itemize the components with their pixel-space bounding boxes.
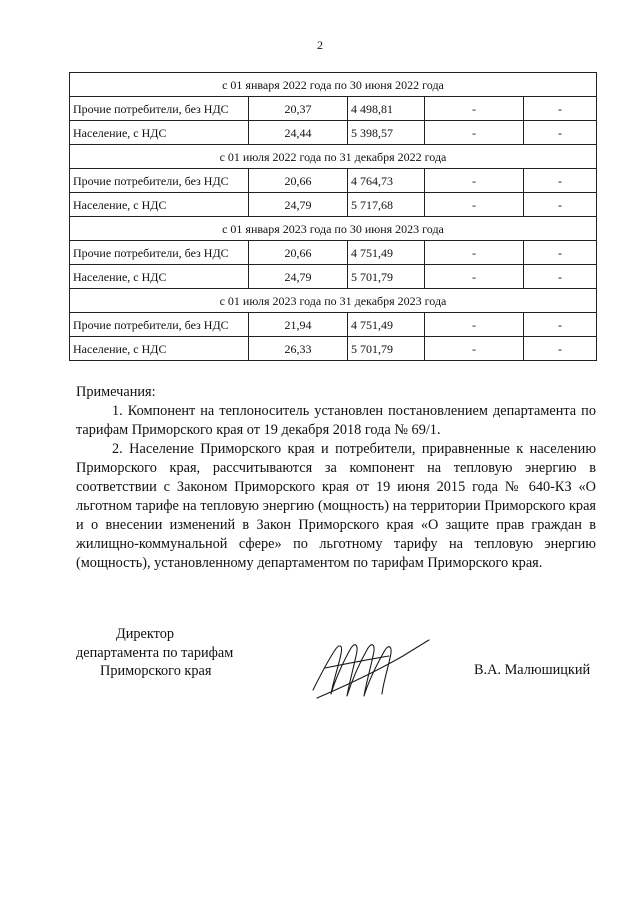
note-item: 2. Население Приморского края и потребители, приравненные к населению Приморского края, рассчитываются за компонент на тепловую энергию в соответствии с Законом Приморского края от 19 июня 2015 года № 640-КЗ «О льготном тарифе на тепловую энергию (мощность) на территории Приморского края и о внесении изменений в Закон Приморского края «О защите прав граждан в жилищно-коммунальной сфере» по льготному тарифу на тепловую энергию (мощность), установленному департаментом по тарифам Приморского края.	[76, 441, 596, 571]
tariff-value: 5 701,79	[348, 337, 425, 361]
consumer-label: Прочие потребители, без НДС	[70, 97, 249, 121]
consumer-label: Прочие потребители, без НДС	[70, 313, 249, 337]
tariff-value: -	[524, 97, 597, 121]
tariff-value: -	[425, 241, 524, 265]
tariff-value: -	[425, 193, 524, 217]
tariff-value: -	[524, 241, 597, 265]
tariff-value: -	[524, 337, 597, 361]
period-header: с 01 января 2023 года по 30 июня 2023 года	[70, 217, 597, 241]
consumer-label: Население, с НДС	[70, 121, 249, 145]
notes-title: Примечания:	[76, 384, 156, 400]
tariff-value: -	[524, 265, 597, 289]
period-row	[70, 217, 597, 241]
tariff-value: -	[524, 313, 597, 337]
tariff-value: -	[425, 313, 524, 337]
consumer-label: Население, с НДС	[70, 265, 249, 289]
tariff-value: 26,33	[249, 337, 348, 361]
tariff-value: 5 398,57	[348, 121, 425, 145]
tariff-value: -	[524, 169, 597, 193]
table-row	[70, 169, 597, 193]
period-row	[70, 73, 597, 97]
period-header: с 01 июля 2023 года по 31 декабря 2023 года	[70, 289, 597, 313]
tariff-value: 20,37	[249, 97, 348, 121]
consumer-label: Население, с НДС	[70, 193, 249, 217]
tariff-value: 20,66	[249, 169, 348, 193]
tariff-value: -	[425, 97, 524, 121]
tariff-value: 5 717,68	[348, 193, 425, 217]
tariff-value: 4 751,49	[348, 241, 425, 265]
consumer-label: Прочие потребители, без НДС	[70, 241, 249, 265]
consumer-label: Прочие потребители, без НДС	[70, 169, 249, 193]
table-row	[70, 241, 597, 265]
tariff-value: 20,66	[249, 241, 348, 265]
tariff-value: -	[425, 337, 524, 361]
table-row	[70, 97, 597, 121]
tariff-value: -	[524, 121, 597, 145]
notes-section	[76, 383, 596, 573]
table-row	[70, 337, 597, 361]
period-row	[70, 145, 597, 169]
tariff-value: -	[425, 265, 524, 289]
tariff-value: 24,79	[249, 265, 348, 289]
tariff-value: -	[524, 193, 597, 217]
tariff-value: 21,94	[249, 313, 348, 337]
table-row	[70, 121, 597, 145]
signatory-title	[76, 625, 266, 681]
table-row	[70, 313, 597, 337]
page-number: 2	[317, 38, 323, 52]
tariff-value: -	[425, 169, 524, 193]
signer-name: В.А. Малюшицкий	[474, 662, 591, 678]
tariff-value: -	[425, 121, 524, 145]
tariff-value: 24,79	[249, 193, 348, 217]
tariff-value: 4 764,73	[348, 169, 425, 193]
period-row	[70, 289, 597, 313]
tariff-value: 4 751,49	[348, 313, 425, 337]
consumer-label: Население, с НДС	[70, 337, 249, 361]
period-header: с 01 января 2022 года по 30 июня 2022 года	[70, 73, 597, 97]
tariff-table	[69, 72, 597, 361]
tariff-value: 5 701,79	[348, 265, 425, 289]
signatory-department: департамента по тарифам	[76, 644, 234, 661]
tariff-value: 4 498,81	[348, 97, 425, 121]
signatory-region: Приморского края	[100, 663, 212, 679]
table-row	[70, 193, 597, 217]
period-header: с 01 июля 2022 года по 31 декабря 2022 года	[70, 145, 597, 169]
table-row	[70, 265, 597, 289]
signatory-position: Директор	[116, 626, 175, 642]
tariff-value: 24,44	[249, 121, 348, 145]
handwritten-signature	[305, 628, 435, 708]
note-item: 1. Компонент на теплоноситель установлен постановлением департамента по тарифам Приморского края от 19 декабря 2018 года № 69/1.	[76, 403, 596, 438]
